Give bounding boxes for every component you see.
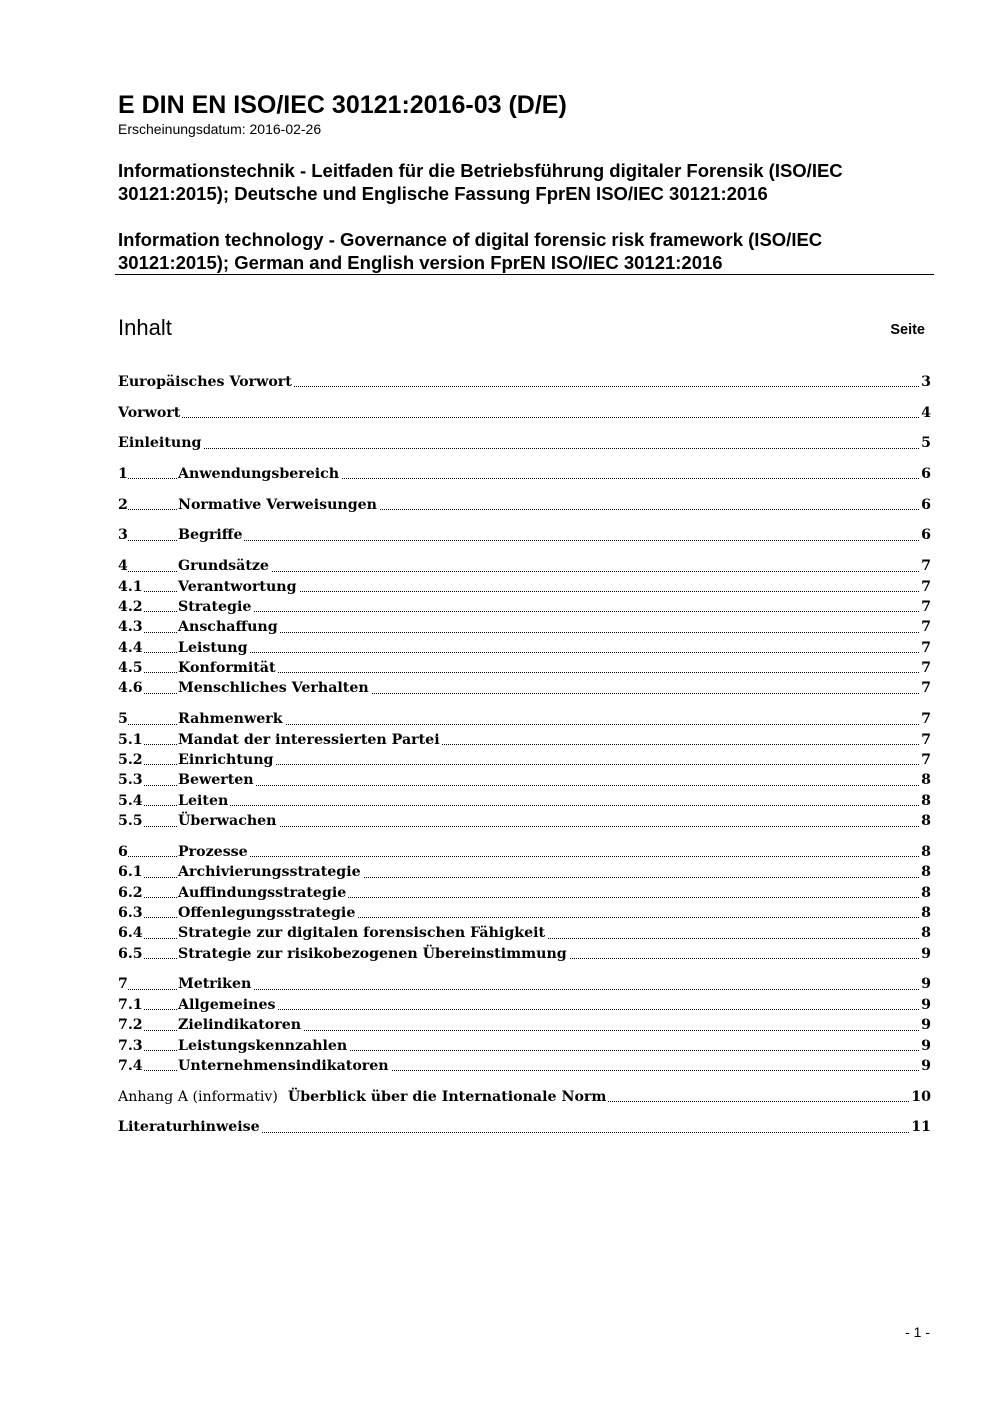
toc-entry-page: 9	[919, 944, 931, 964]
toc-entry[interactable]	[118, 1117, 931, 1137]
toc-entry-number: 4.1	[118, 577, 143, 597]
toc-entry[interactable]	[118, 862, 931, 882]
toc-entry-number: 5.4	[118, 791, 143, 811]
toc-entry[interactable]	[118, 403, 931, 423]
toc-entry[interactable]	[118, 372, 931, 392]
toc-entry-number: 7	[118, 974, 128, 994]
toc-entry-number: 6.5	[118, 944, 143, 964]
toc-entry-annex[interactable]	[118, 1087, 931, 1107]
page-number: - 1 -	[905, 1324, 930, 1340]
toc-entry[interactable]	[118, 842, 931, 862]
toc-entry-page: 5	[919, 433, 931, 453]
toc-entry-title: Überwachen	[178, 811, 279, 831]
toc-page-column-label: Seite	[890, 322, 925, 338]
toc-entry[interactable]	[118, 464, 931, 484]
toc-entry-page: 8	[919, 862, 931, 882]
toc-entry[interactable]	[118, 811, 931, 831]
toc-entry-number: 5	[118, 709, 128, 729]
toc-entry-page: 9	[919, 1056, 931, 1076]
toc-entry-title: Menschliches Verhalten	[178, 678, 371, 698]
toc-entry-title: Verantwortung	[178, 577, 299, 597]
toc-entry-title: Prozesse	[178, 842, 250, 862]
annex-label: Anhang A (informativ)	[118, 1088, 278, 1105]
toc-entry-number: 4	[118, 556, 128, 576]
toc-entry[interactable]	[118, 1015, 931, 1035]
toc-entry-page: 7	[919, 556, 931, 576]
toc-entry-number: 4.3	[118, 617, 143, 637]
toc-entry-page: 7	[919, 678, 931, 698]
toc-entry-number: 4.5	[118, 658, 143, 678]
toc-entry[interactable]	[118, 433, 931, 453]
toc-entry-title: Anwendungsbereich	[178, 464, 341, 484]
toc-entry-page: 8	[919, 903, 931, 923]
toc-heading: Inhalt	[118, 315, 172, 340]
toc-entry-page: 8	[919, 811, 931, 831]
toc-entry[interactable]	[118, 903, 931, 923]
toc-entry[interactable]	[118, 974, 931, 994]
toc-entry[interactable]	[118, 791, 931, 811]
toc-entry-page: 6	[919, 464, 931, 484]
toc-entry-title: Begriffe	[178, 525, 244, 545]
toc-entry-page: 3	[919, 372, 931, 392]
toc-entry-page: 9	[919, 995, 931, 1015]
toc-entry-page: 8	[919, 791, 931, 811]
toc-entry-title: Vorwort	[118, 403, 182, 423]
toc-entry-page: 8	[919, 770, 931, 790]
annex-title: Überblick über die Internationale Norm	[287, 1088, 607, 1105]
toc-entry-title: Leistung	[178, 638, 249, 658]
toc-entry[interactable]	[118, 678, 931, 698]
toc-entry-page: 10	[909, 1087, 931, 1107]
toc-entry[interactable]	[118, 658, 931, 678]
toc-entry-title: Leiten	[178, 791, 230, 811]
publication-date: Erscheinungsdatum: 2016-02-26	[118, 121, 322, 137]
toc-entry-number: 6	[118, 842, 128, 862]
toc-entry[interactable]	[118, 556, 931, 576]
header-divider	[115, 274, 934, 275]
toc-entry-page: 8	[919, 883, 931, 903]
toc-entry-number: 5.5	[118, 811, 143, 831]
toc-entry-title: Offenlegungsstrategie	[178, 903, 357, 923]
toc-entry-number: 5.2	[118, 750, 143, 770]
toc-entry-title: Mandat der interessierten Partei	[178, 730, 442, 750]
toc-entry-number: 5.1	[118, 730, 143, 750]
toc-entry-number: 5.3	[118, 770, 143, 790]
toc-entry[interactable]	[118, 495, 931, 515]
toc-entry[interactable]	[118, 709, 931, 729]
toc-entry-page: 7	[919, 638, 931, 658]
toc-entry-number: 3	[118, 525, 128, 545]
toc-entry[interactable]	[118, 1056, 931, 1076]
toc-entry-number: 4.6	[118, 678, 143, 698]
toc-entry-page: 7	[919, 709, 931, 729]
toc-entry-page: 7	[919, 617, 931, 637]
toc-entry-title: Rahmenwerk	[178, 709, 285, 729]
toc-entry-number: 2	[118, 495, 128, 515]
toc-entry[interactable]	[118, 944, 931, 964]
toc-entry-title: Bewerten	[178, 770, 256, 790]
title-english: Information technology - Governance of digital forensic risk framework (ISO/IEC 30121:2015); German and English version FprEN ISO/IEC 30121:2016	[118, 229, 823, 273]
toc-entry-title: Normative Verweisungen	[178, 495, 379, 515]
title-german: Informationstechnik - Leitfaden für die Betriebsführung digitaler Forensik (ISO/IEC 30121:2015); Deutsche und Englische Fassung FprEN ISO/IEC 30121:2016	[118, 160, 843, 204]
toc-entry-number: 4.4	[118, 638, 143, 658]
toc-entry[interactable]	[118, 577, 931, 597]
toc-entry-page: 7	[919, 597, 931, 617]
toc-entry-number: 7.1	[118, 995, 143, 1015]
toc-entry-title: Metriken	[178, 974, 253, 994]
toc-entry-title: Auffindungsstrategie	[178, 883, 348, 903]
toc-entry-page: 9	[919, 1036, 931, 1056]
toc-entry[interactable]	[118, 730, 931, 750]
toc-entry-title: Grundsätze	[178, 556, 271, 576]
toc-entry-page: 7	[919, 577, 931, 597]
toc-entry[interactable]	[118, 1036, 931, 1056]
toc-entry-page: 11	[909, 1117, 931, 1137]
toc-entry-title: Strategie zur risikobezogenen Übereinstimmung	[178, 944, 569, 964]
toc-entry-page: 4	[919, 403, 931, 423]
toc-entry-title: Konformität	[178, 658, 278, 678]
toc-entry-title: Leistungskennzahlen	[178, 1036, 349, 1056]
toc-entry-page: 8	[919, 923, 931, 943]
toc-entry-number: 6.1	[118, 862, 143, 882]
toc-entry-number: 1	[118, 464, 128, 484]
toc-entry[interactable]	[118, 617, 931, 637]
toc-entry[interactable]	[118, 770, 931, 790]
toc-entry-title: Einrichtung	[178, 750, 275, 770]
toc-entry-page: 6	[919, 495, 931, 515]
toc-entry[interactable]	[118, 638, 931, 658]
toc-entry-number: 4.2	[118, 597, 143, 617]
toc-entry-title: Zielindikatoren	[178, 1015, 303, 1035]
toc-entry-number: 6.2	[118, 883, 143, 903]
toc-entry-page: 8	[919, 842, 931, 862]
toc-entry-page: 9	[919, 974, 931, 994]
toc-entry-number: 6.3	[118, 903, 143, 923]
toc-entry-page: 6	[919, 525, 931, 545]
toc-entry-title: Europäisches Vorwort	[118, 372, 294, 392]
toc-entry-title: Unternehmensindikatoren	[178, 1056, 391, 1076]
toc-entry-number: 7.4	[118, 1056, 143, 1076]
toc-entry[interactable]	[118, 883, 931, 903]
toc-entry[interactable]	[118, 525, 931, 545]
toc-entry-number: 7.3	[118, 1036, 143, 1056]
toc-entry[interactable]	[118, 597, 931, 617]
toc-entry-number: 7.2	[118, 1015, 143, 1035]
toc-entry-number: 6.4	[118, 923, 143, 943]
toc-entry-title: Literaturhinweise	[118, 1117, 262, 1137]
toc-entry-page: 9	[919, 1015, 931, 1035]
toc-entry[interactable]	[118, 995, 931, 1015]
toc-entry-title: Strategie	[178, 597, 253, 617]
toc-entry-title: Einleitung	[118, 433, 203, 453]
toc-entry[interactable]	[118, 750, 931, 770]
table-of-contents	[118, 372, 931, 1138]
toc-entry-title	[118, 1087, 608, 1107]
toc-entry-title: Anschaffung	[178, 617, 280, 637]
document-id: E DIN EN ISO/IEC 30121:2016-03 (D/E)	[118, 91, 567, 119]
toc-entry-page: 7	[919, 730, 931, 750]
toc-entry-page: 7	[919, 750, 931, 770]
toc-entry-title: Strategie zur digitalen forensischen Fähigkeit	[178, 923, 547, 943]
toc-entry-title: Allgemeines	[178, 995, 278, 1015]
toc-entry-page: 7	[919, 658, 931, 678]
toc-entry[interactable]	[118, 923, 931, 943]
toc-entry-title: Archivierungsstrategie	[178, 862, 363, 882]
